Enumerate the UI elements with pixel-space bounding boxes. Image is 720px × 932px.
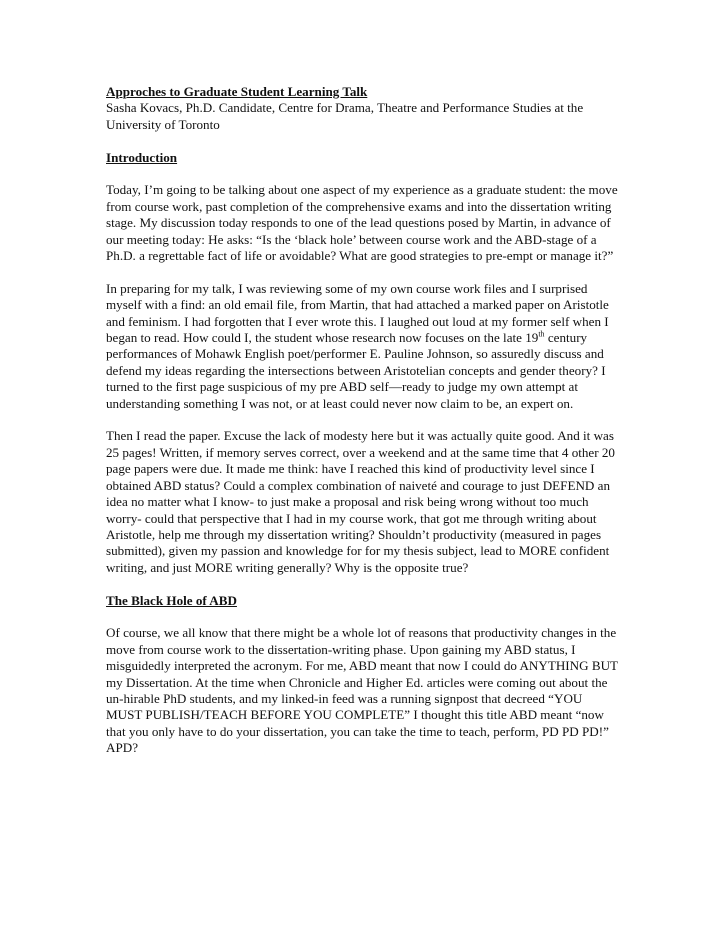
paragraph-black-hole-1: Of course, we all know that there might be a whole lot of reasons that productivity changes in the move from course work to the dissertation-writing phase. Upon gaining my ABD status, I misguidedly interpreted the acronym. For me, ABD meant that now I could do ANYTHING BUT my Dissertation. At the time when Chronicle and Higher Ed. articles were coming out about the un-hirable PhD students, and my linked-in feed was a running signpost that decreed “YOU MUST PUBLISH/TEACH BEFORE YOU COMPLETE” I thought this title ABD meant “now that you only have to do your dissertation, you can take the time to teach, perform, PD PD PD!” APD?	[106, 625, 618, 756]
author-line: Sasha Kovacs, Ph.D. Candidate, Centre for Drama, Theatre and Performance Studies at the University of Toronto	[106, 100, 584, 132]
ordinal-superscript: th	[538, 329, 545, 339]
paragraph-intro-2-text-a: In preparing for my talk, I was reviewing some of my own course work files and I surprised myself with a find: an old email file, from Martin, that had attached a marked paper on Aristotle and feminism. I had forgotten that I ever wrote this. I laughed out loud at my former self when I began to read. How could I, the student whose research now focuses on the late 19	[106, 280, 609, 346]
paragraph-intro-1: Today, I’m going to be talking about one aspect of my experience as a graduate student: the move from course work, past completion of the comprehensive exams and into the dissertation writing stage. My discussion today responds to one of the lead questions posed by Martin, in advance of our meeting today: He asks: “Is the ‘black hole’ between course work and the ABD-stage of a Ph.D. a regrettable fact of life or avoidable? What are good strategies to pre-empt or manage it?”	[106, 182, 618, 264]
paragraph-intro-2-text-b: century performances of Mohawk English poet/performer E. Pauline Johnson, so assuredly discuss and defend my ideas regarding the intersections between Aristotelian concepts and gender theory? I turned to the first page suspicious of my pre ABD self—ready to judge my own attempt at understanding something I was not, or at least could never now claim to be, an expert on.	[106, 330, 606, 411]
paragraph-intro-3: Then I read the paper. Excuse the lack of modesty here but it was actually quite good. And it was 25 pages! Written, if memory serves correct, over a weekend and at the same time that 4 other 20 page papers were due. It made me think: have I reached this kind of productivity level since I obtained ABD status? Could a complex combination of naiveté and courage to just DEFEND an idea no matter what I know- to just make a proposal and risk being wrong without too much worry- could that perspective that I had in my course work, that got me through writing about Aristotle, help me through my dissertation writing? Shouldn’t productivity (measured in pages submitted), given my passion and knowledge for for my thesis subject, lead to MORE confident writing, and just MORE writing generally? Why is the opposite true?	[106, 428, 615, 575]
section-heading-black-hole: The Black Hole of ABD	[106, 592, 237, 608]
paragraph-intro-2	[106, 281, 620, 412]
document-title: Approches to Graduate Student Learning Talk	[106, 84, 368, 99]
section-heading-introduction: Introduction	[106, 149, 178, 165]
document-page	[106, 84, 620, 757]
